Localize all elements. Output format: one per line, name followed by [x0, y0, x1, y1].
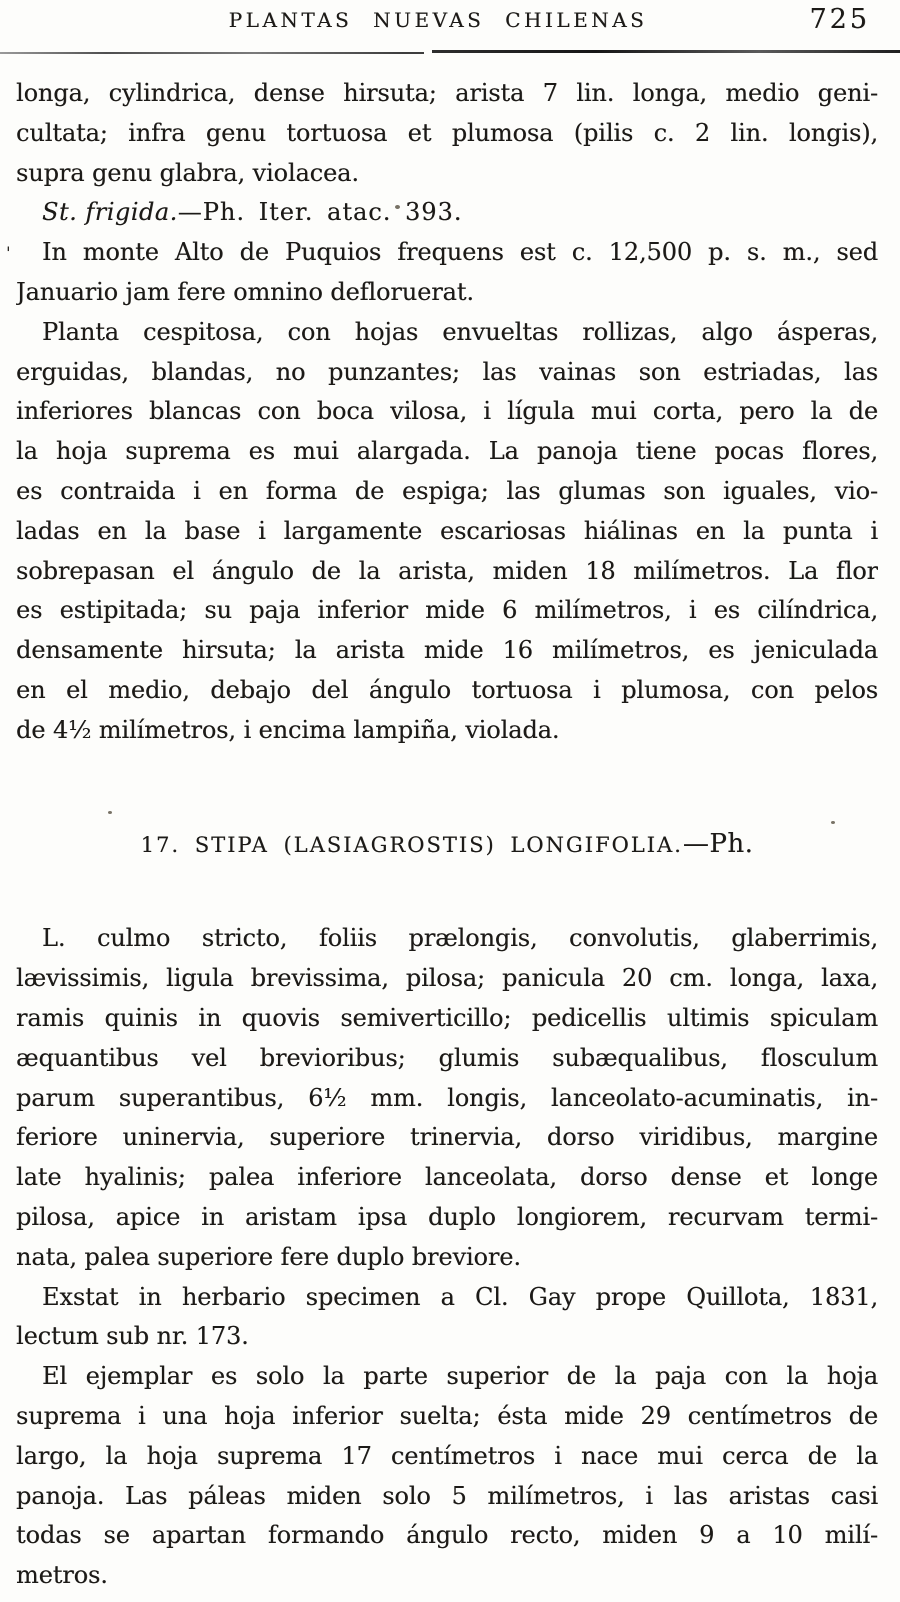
running-title: PLANTAS NUEVAS CHILENAS: [228, 8, 648, 32]
text-line: supra genu glabra, violacea.: [16, 158, 359, 187]
text-line: la hoja suprema es mui alargada. La panoja tiene pocas flores,: [16, 437, 878, 466]
species-heading-author: —Ph.: [682, 828, 754, 859]
text-line: cultata; infra genu tortuosa et plumosa (pilis c. 2 lin. longis),: [16, 118, 878, 147]
ink-artifact-quote: ': [6, 244, 11, 264]
text-line: lævissimis, ligula brevissima, pilosa; panicula 20 cm. longa, laxa,: [16, 964, 878, 993]
text-line: L. culmo stricto, foliis prælongis, convolutis, glaberrimis,: [42, 924, 878, 953]
header-rule-right-segment: [432, 50, 900, 53]
header-rule: [0, 49, 900, 55]
page-body: [16, 74, 878, 1596]
paragraph-description-spanish: [16, 313, 878, 751]
text-line: parum superantibus, 6½ mm. longis, lanceolato-acuminatis, in-: [16, 1083, 878, 1112]
text-line: inferiores blancas con boca vilosa, i lígula mui corta, pero la de: [16, 397, 878, 426]
synonym-line: [16, 193, 878, 233]
text-line: ramis quinis in quovis semiverticillo; pedicellis ultimis spiculam: [16, 1003, 878, 1032]
text-line: late hyalinis; palea inferiore lanceolata, dorso dense et longe: [16, 1163, 878, 1192]
header-rule-left-segment: [0, 52, 424, 54]
text-line: Januario jam fere omnino defloruerat.: [16, 277, 474, 306]
text-line: erguidas, blandas, no punzantes; las vainas son estriadas, las: [16, 357, 878, 386]
paragraph-latin-continuation: [16, 74, 878, 193]
text-line: es estipitada; su paja inferior mide 6 milímetros, i es cilíndrica,: [16, 596, 878, 625]
text-line: Planta cespitosa, con hojas envueltas rollizas, algo ásperas,: [42, 317, 878, 346]
text-line: suprema i una hoja inferior suelta; ésta mide 29 centímetros de: [16, 1401, 878, 1430]
synonym-reference: —Ph. Iter. atac. 393.: [177, 198, 463, 227]
page-number: 725: [809, 4, 870, 35]
text-line: æquantibus vel brevioribus; glumis subæqualibus, flosculum: [16, 1043, 878, 1072]
text-line: densamente hirsuta; la arista mide 16 milímetros, es jeniculada: [16, 636, 878, 665]
text-line: de 4½ milímetros, i encima lampiña, violada.: [16, 715, 560, 744]
text-line: metros.: [16, 1561, 108, 1590]
paragraph-herbarium-note: [16, 1278, 878, 1358]
text-line: pilosa, apice in aristam ipsa duplo longiorem, recurvam termi-: [16, 1202, 878, 1231]
text-line: es contraida i en forma de espiga; las glumas son iguales, vio-: [16, 476, 878, 505]
text-line: Exstat in herbario specimen a Cl. Gay prope Quillota, 1831,: [42, 1282, 878, 1311]
paragraph-specimen-description: [16, 1357, 878, 1596]
text-line: ladas en la base i largamente escariosas hiálinas en la punta i: [16, 516, 878, 545]
species-heading: [16, 825, 878, 865]
text-line: feriore uninervia, superiore trinervia, dorso viridibus, margine: [16, 1123, 878, 1152]
text-line: lectum sub nr. 173.: [16, 1322, 249, 1351]
paragraph-locality-note: [16, 233, 878, 313]
paragraph-latin-diagnosis: [16, 919, 878, 1277]
text-line: en el medio, debajo del ángulo tortuosa i plumosa, con pelos: [16, 675, 878, 704]
text-line: In monte Alto de Puquios frequens est c. 12,500 p. s. m., sed: [42, 238, 878, 267]
text-line: todas se apartan formando ángulo recto, miden 9 a 10 milí-: [16, 1521, 878, 1550]
text-line: El ejemplar es solo la parte superior de la paja con la hoja: [42, 1362, 878, 1391]
text-line: largo, la hoja suprema 17 centímetros i nace mui cerca de la: [16, 1441, 878, 1470]
species-heading-name: 17. STIPA (LASIAGROSTIS) LONGIFOLIA.: [140, 832, 683, 857]
species-synonym-italic: St. frigida.: [42, 198, 178, 227]
text-line: panoja. Las páleas miden solo 5 milímetros, i las aristas casi: [16, 1481, 878, 1510]
text-line: sobrepasan el ángulo de la arista, miden 18 milímetros. La flor: [16, 556, 878, 585]
text-line: nata, palea superiore fere duplo breviore.: [16, 1242, 521, 1271]
text-line: longa, cylindrica, dense hirsuta; arista 7 lin. longa, medio geni-: [16, 79, 878, 107]
